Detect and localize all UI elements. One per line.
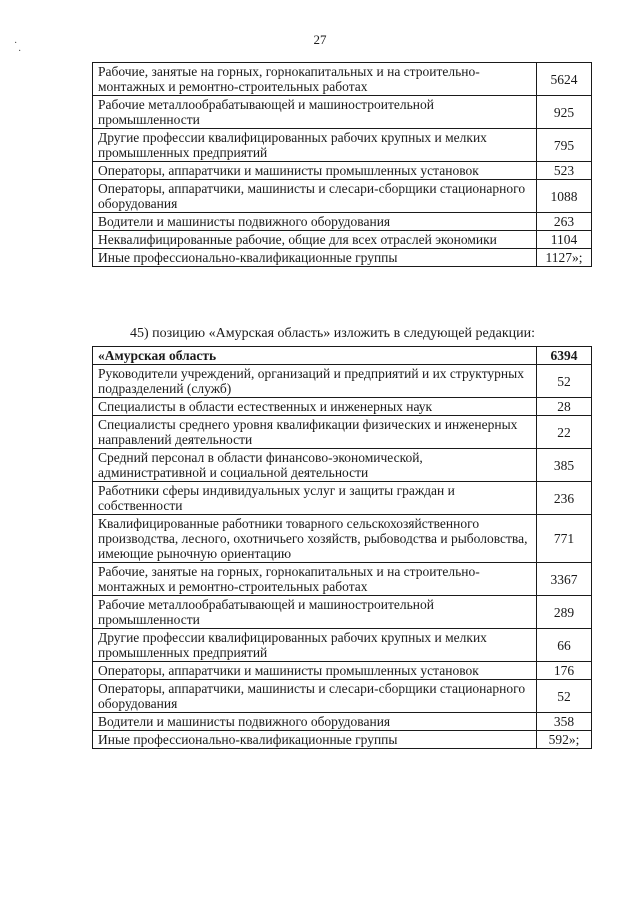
table-row [93, 129, 592, 162]
table-row [93, 515, 592, 563]
occupation-value: 5624 [537, 63, 592, 96]
occupation-value: 28 [537, 398, 592, 416]
occupation-label: Рабочие металлообрабатывающей и машиностроительной промышленности [93, 96, 537, 129]
table-row [93, 249, 592, 267]
table-header-row [93, 347, 592, 365]
table-row [93, 482, 592, 515]
occupation-table-continued [92, 62, 592, 267]
occupation-label: Водители и машинисты подвижного оборудования [93, 713, 537, 731]
amendment-instruction: 45) позицию «Амурская область» изложить в следующей редакции: [130, 326, 536, 341]
occupation-value: 1088 [537, 180, 592, 213]
table-row [93, 680, 592, 713]
table-row [93, 596, 592, 629]
occupation-value: 1127»; [537, 249, 592, 267]
occupation-value: 3367 [537, 563, 592, 596]
page-number: 27 [313, 32, 327, 47]
occupation-label: Операторы, аппаратчики, машинисты и слесари-сборщики стационарного оборудования [93, 180, 537, 213]
occupation-label: Рабочие металлообрабатывающей и машиностроительной промышленности [93, 596, 537, 629]
table-row [93, 162, 592, 180]
margin-mark: · [18, 46, 22, 57]
occupation-value: 263 [537, 213, 592, 231]
table-row [93, 365, 592, 398]
table-row [93, 416, 592, 449]
table-row [93, 63, 592, 96]
occupation-label: Квалифицированные работники товарного сельскохозяйственного производства, лесного, охотничьего хозяйств, рыбоводства и рыболовства, имеющие рыночную ориентацию [93, 515, 537, 563]
occupation-value: 22 [537, 416, 592, 449]
occupation-value: 66 [537, 629, 592, 662]
occupation-value: 52 [537, 365, 592, 398]
occupation-label: Специалисты среднего уровня квалификации физических и инженерных направлений деятельности [93, 416, 537, 449]
occupation-label: Рабочие, занятые на горных, горнокапитальных и на строительно-монтажных и ремонтно-строительных работах [93, 63, 537, 96]
occupation-label: Руководители учреждений, организаций и предприятий и их структурных подразделений (служб) [93, 365, 537, 398]
table-row [93, 731, 592, 749]
occupation-label: Иные профессионально-квалификационные группы [93, 731, 537, 749]
occupation-label: Другие профессии квалифицированных рабочих крупных и мелких промышленных предприятий [93, 129, 537, 162]
table-row [93, 180, 592, 213]
occupation-label: Работники сферы индивидуальных услуг и защиты граждан и собственности [93, 482, 537, 515]
table-row [93, 629, 592, 662]
occupation-value: 1104 [537, 231, 592, 249]
occupation-value: 52 [537, 680, 592, 713]
occupation-value: 795 [537, 129, 592, 162]
table-row [93, 398, 592, 416]
occupation-label: Операторы, аппаратчики и машинисты промышленных установок [93, 662, 537, 680]
table-row [93, 231, 592, 249]
occupation-value: 176 [537, 662, 592, 680]
occupation-value: 523 [537, 162, 592, 180]
table-row [93, 662, 592, 680]
margin-mark: · [14, 38, 18, 49]
table-row [93, 563, 592, 596]
occupation-value: 358 [537, 713, 592, 731]
table-row [93, 449, 592, 482]
occupation-value: 771 [537, 515, 592, 563]
table-row [93, 713, 592, 731]
occupation-label: Операторы, аппаратчики и машинисты промышленных установок [93, 162, 537, 180]
occupation-label: Иные профессионально-квалификационные группы [93, 249, 537, 267]
region-total: 6394 [537, 347, 592, 365]
occupation-value: 592»; [537, 731, 592, 749]
amur-region-table [92, 346, 592, 749]
occupation-label: Операторы, аппаратчики, машинисты и слесари-сборщики стационарного оборудования [93, 680, 537, 713]
occupation-value: 385 [537, 449, 592, 482]
table-row [93, 96, 592, 129]
occupation-label: Специалисты в области естественных и инженерных наук [93, 398, 537, 416]
occupation-value: 925 [537, 96, 592, 129]
occupation-label: Неквалифицированные рабочие, общие для всех отраслей экономики [93, 231, 537, 249]
occupation-label: Рабочие, занятые на горных, горнокапитальных и на строительно-монтажных и ремонтно-строительных работах [93, 563, 537, 596]
occupation-label: Водители и машинисты подвижного оборудования [93, 213, 537, 231]
region-name: «Амурская область [93, 347, 537, 365]
table-row [93, 213, 592, 231]
occupation-label: Другие профессии квалифицированных рабочих крупных и мелких промышленных предприятий [93, 629, 537, 662]
occupation-value: 289 [537, 596, 592, 629]
occupation-value: 236 [537, 482, 592, 515]
occupation-label: Средний персонал в области финансово-экономической, административной и социальной деятельности [93, 449, 537, 482]
